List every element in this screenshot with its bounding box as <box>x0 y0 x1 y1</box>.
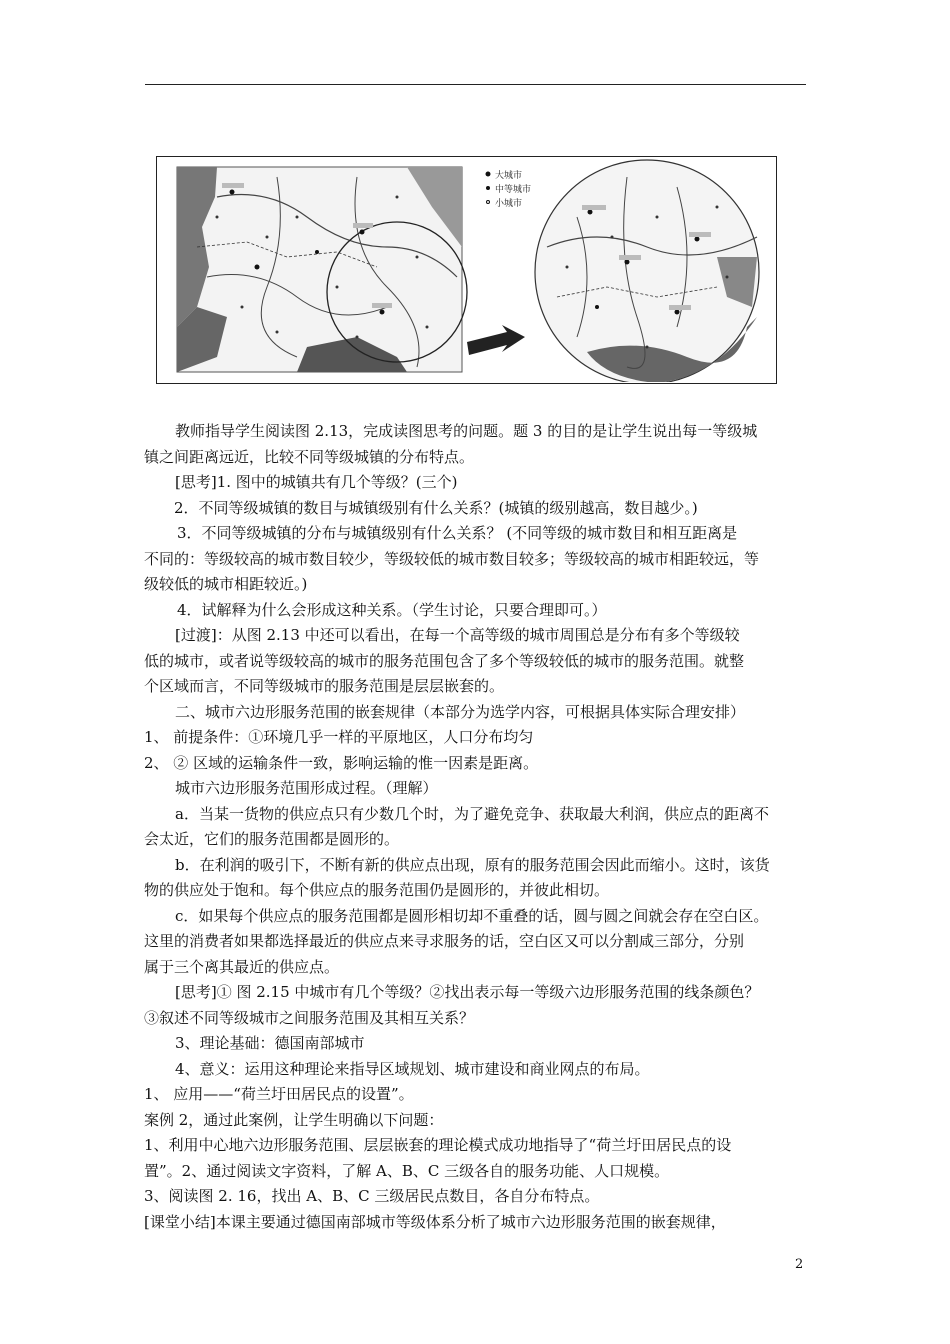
paragraph-line: 镇之间距离远近，比较不同等级城镇的分布特点。 <box>144 447 475 466</box>
paragraph-line: 个区域而言，不同等级城市的服务范围是层层嵌套的。 <box>144 677 505 695</box>
paragraph-line: 物的供应处于饱和。每个供应点的服务范围仍是圆形的，并彼此相切。 <box>144 881 610 899</box>
paragraph-line: ③叙述不同等级城市之间服务范围及其相互关系？ <box>144 1008 475 1027</box>
paragraph-line: 属于三个离其最近的供应点。 <box>144 957 340 976</box>
body-text <box>144 419 816 1235</box>
paragraph-line: 1、利用中心地六边形服务范围、层层嵌套的理论模式成功地指导了“荷兰圩田居民点的设 <box>144 1136 732 1154</box>
legend-large: 大城市 <box>495 171 523 181</box>
paragraph-line: 低的城市，或者说等级较高的城市的服务范围包含了多个等级较低的城市的服务范围。就整 <box>144 651 745 670</box>
paragraph-line: [课堂小结]本课主要通过德国南部城市等级体系分析了城市六边形服务范围的嵌套规律， <box>144 1212 726 1231</box>
paragraph-line: 案例 2，通过此案例，让学生明确以下问题： <box>144 1110 444 1129</box>
city-map-figure <box>156 156 777 384</box>
paragraph-line: 1、 前提条件：①环境几乎一样的平原地区，人口分布均匀 <box>144 728 534 746</box>
paragraph-line: [思考]1. 图中的城镇共有几个等级？(三个) <box>175 473 458 491</box>
paragraph-line: 4、意义：运用这种理论来指导区域规划、城市建设和商业网点的布局。 <box>175 1059 650 1078</box>
paragraph-line: 2、 ② 区域的运输条件一致，影响运输的惟一因素是距离。 <box>144 753 539 772</box>
header-rule <box>145 84 806 85</box>
left-map <box>177 167 467 372</box>
legend-small: 小城市 <box>495 199 523 209</box>
paragraph-line: b．在利润的吸引下，不断有新的供应点出现，原有的服务范围会因此而缩小。这时，该货 <box>175 855 770 874</box>
paragraph-line: 级较低的城市相距较近。) <box>144 575 308 593</box>
paragraph-line: 3、理论基础：德国南部城市 <box>175 1034 365 1052</box>
paragraph-line: [过渡]：从图 2.13 中还可以看出，在每一个高等级的城市周围总是分布有多个等级较 <box>175 626 740 644</box>
paragraph-line: 这里的消费者如果都选择最近的供应点来寻求服务的话，空白区又可以分割咸三部分，分别 <box>144 932 745 950</box>
paragraph-line: a．当某一货物的供应点只有少数几个时，为了避免竞争、获取最大利润，供应点的距离不 <box>175 804 769 823</box>
paragraph-line: 不同的：等级较高的城市数目较少，等级较低的城市数目较多；等级较高的城市相距较远，等 <box>144 549 760 568</box>
paragraph-line: 3、阅读图 2. 16，找出 A、B、C 三级居民点数目，各自分布特点。 <box>144 1187 600 1205</box>
paragraph-line: c．如果每个供应点的服务范围都是圆形相切却不重叠的话，圆与圆之间就会存在空白区。 <box>175 906 769 925</box>
paragraph-line: 4．试解释为什么会形成这种关系。（学生讨论，只要合理即可。） <box>177 600 607 619</box>
section-heading: 二、城市六边形服务范围的嵌套规律（本部分为选学内容，可根据具体实际合理安排） <box>175 702 746 721</box>
paragraph-line: 置”。2、通过阅读文字资料，了解 A、B、C 三级各自的服务功能、人口规模。 <box>144 1161 670 1180</box>
page-number: 2 <box>795 1257 804 1272</box>
paragraph-line: 1、 应用——“荷兰圩田居民点的设置”。 <box>144 1085 414 1103</box>
paragraph-line: 教师指导学生阅读图 2.13，完成读图思考的问题。题 3 的目的是让学生说出每一等级城 <box>175 422 758 440</box>
paragraph-line: 城市六边形服务范围形成过程。（理解） <box>175 779 438 797</box>
arrow-icon <box>467 325 525 355</box>
right-map <box>535 160 759 382</box>
paragraph-line: 会太近，它们的服务范围都是圆形的。 <box>144 830 400 848</box>
paragraph-line: 3．不同等级城镇的分布与城镇级别有什么关系？ (不同等级的城市数目和相互距离是 <box>177 524 738 542</box>
map-legend <box>486 169 532 209</box>
legend-medium: 中等城市 <box>495 185 532 195</box>
paragraph-line: [思考]① 图 2.15 中城市有几个等级？②找出表示每一等级六边形服务范围的线条颜色？ <box>175 983 760 1001</box>
map-svg <box>157 157 775 382</box>
paragraph-line: 2．不同等级城镇的数目与城镇级别有什么关系？(城镇的级别越高，数目越少。) <box>174 498 698 517</box>
